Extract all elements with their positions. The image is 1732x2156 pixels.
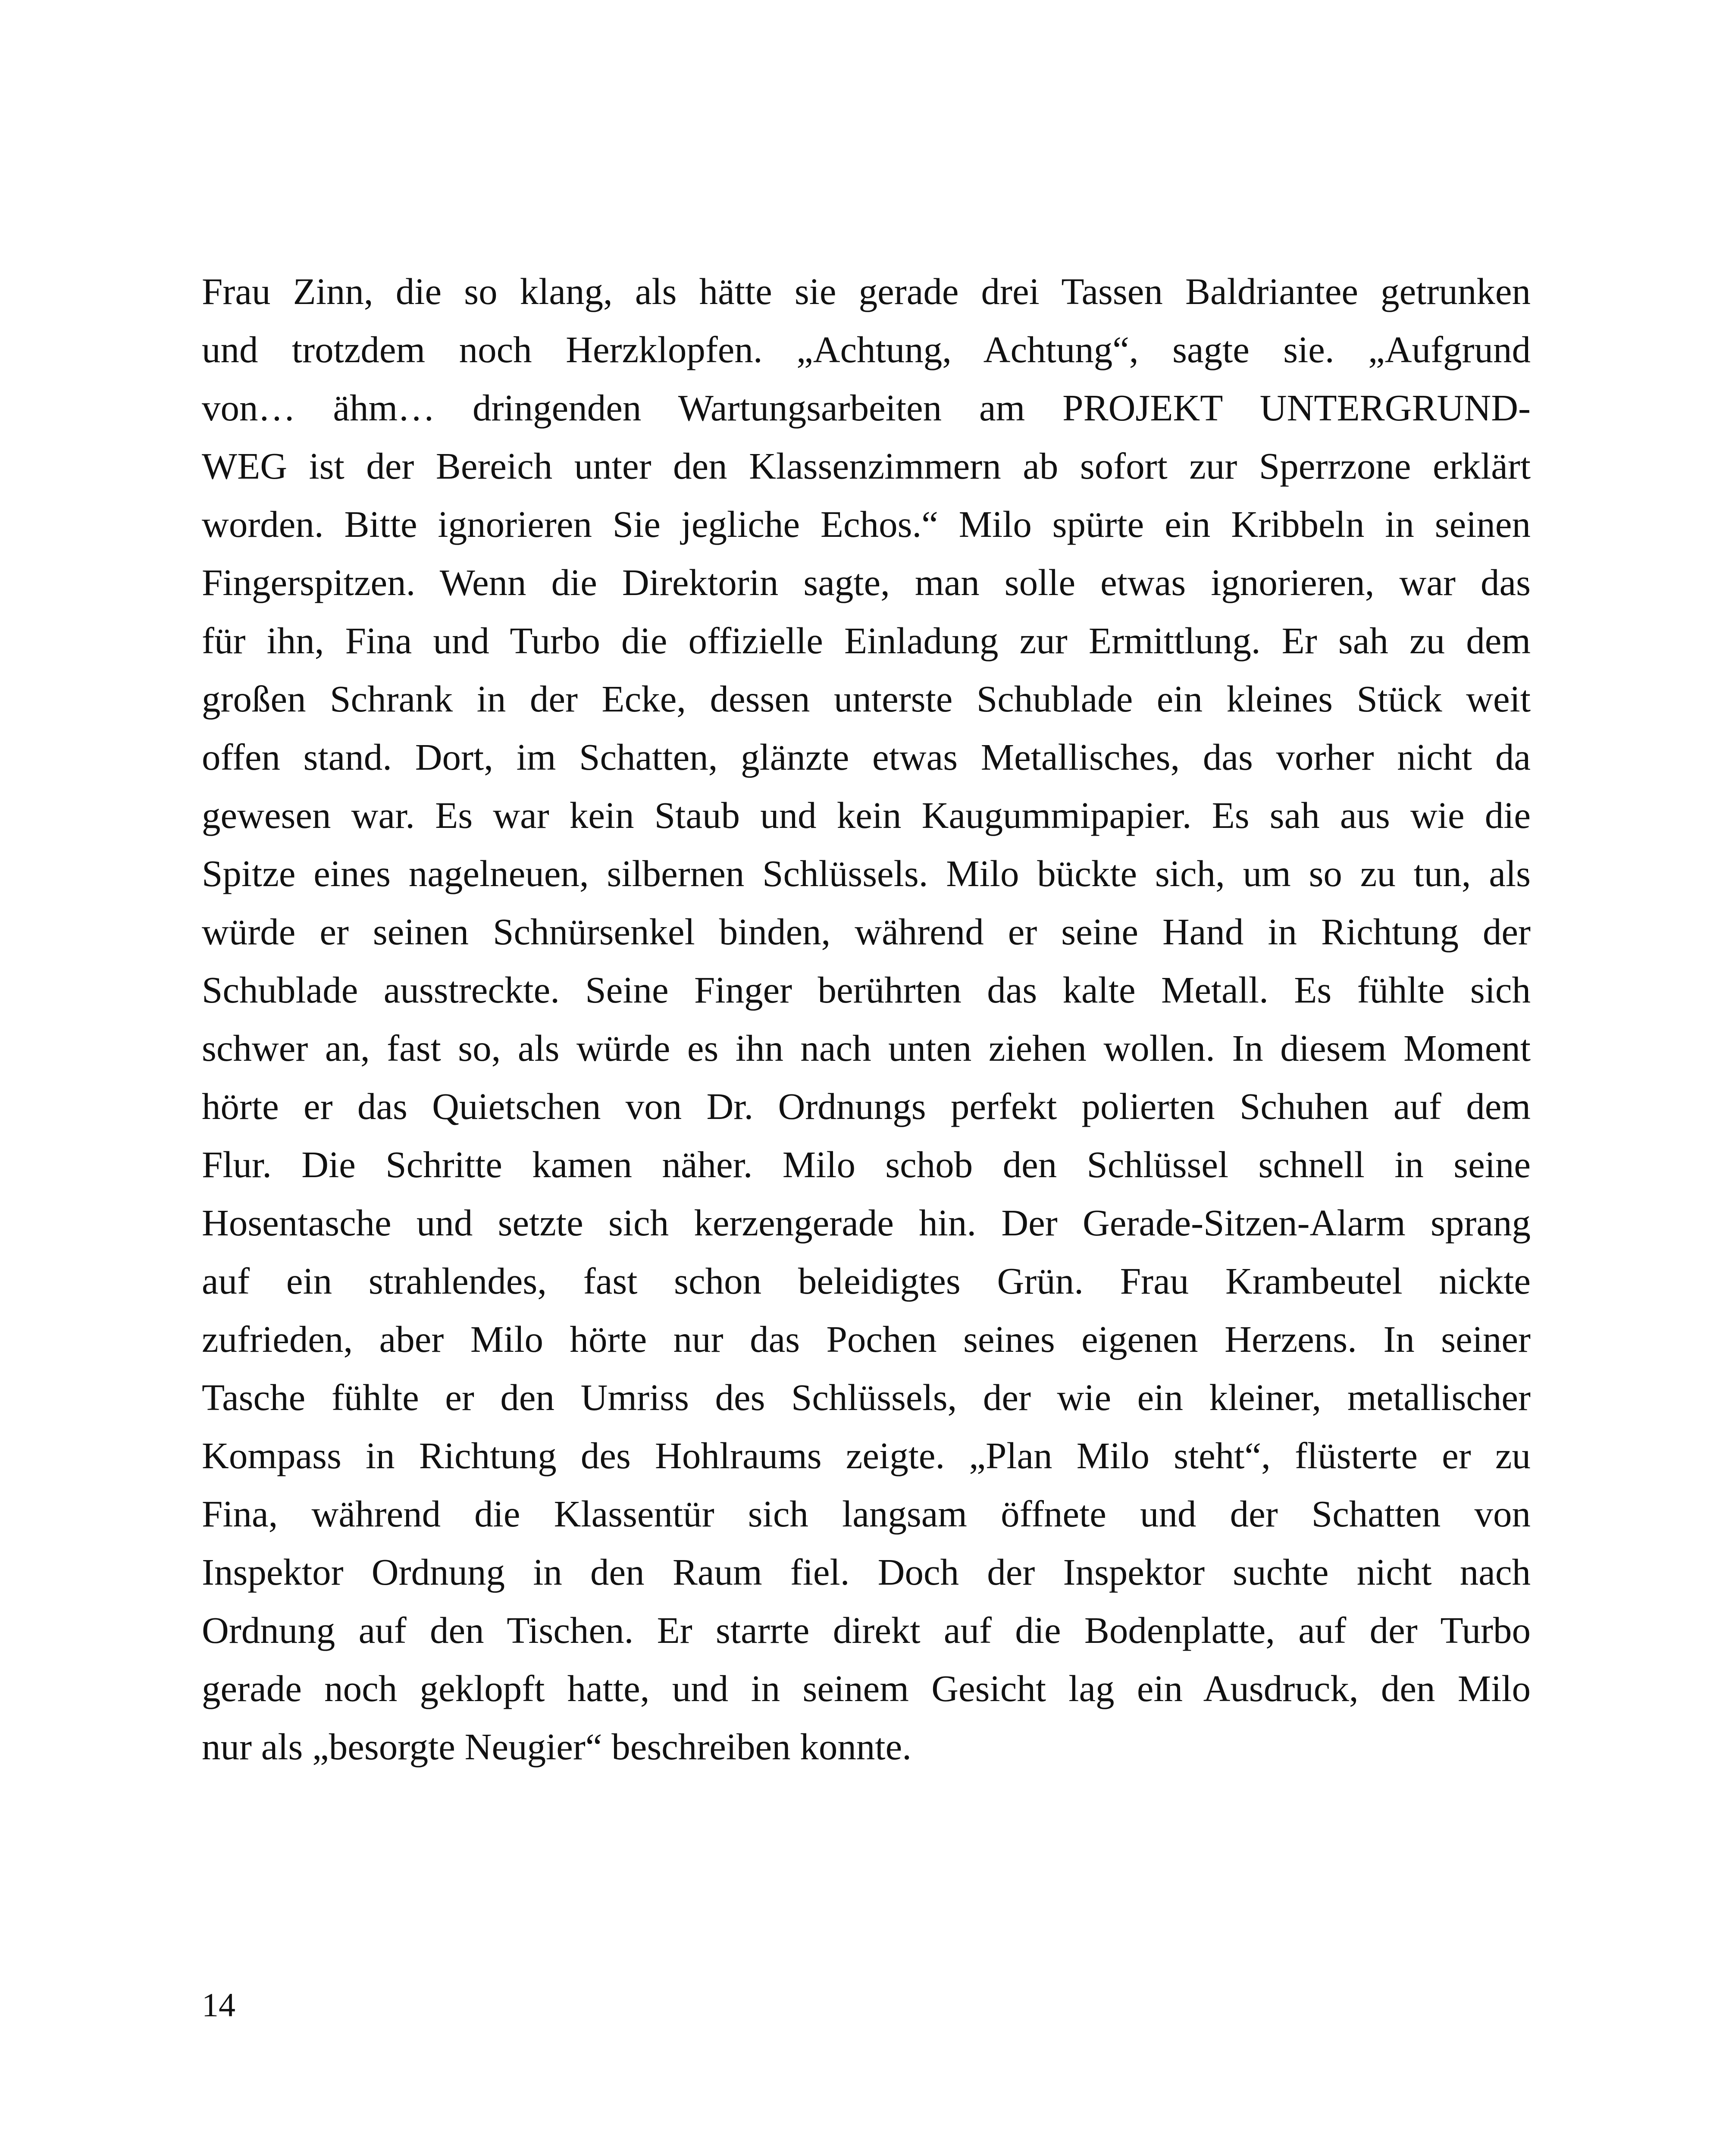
text-line: von… ähm… dringenden Wartungsarbeiten am PROJEKT UNTERGRUND- — [202, 387, 1531, 429]
text-line: Spitze eines nagelneuen, silbernen Schlüssels. Milo bückte sich, um so zu tun, als — [202, 852, 1531, 894]
text-line: Ordnung auf den Tischen. Er starrte direkt auf die Bodenplatte, auf der Turbo — [202, 1609, 1531, 1651]
text-line: schwer an, fast so, als würde es ihn nach unten ziehen wollen. In diesem Moment — [202, 1027, 1531, 1069]
text-line: zufrieden, aber Milo hörte nur das Pochen seines eigenen Herzens. In seiner — [202, 1318, 1531, 1360]
text-line: Flur. Die Schritte kamen näher. Milo schob den Schlüssel schnell in seine — [202, 1144, 1531, 1185]
text-line: Fingerspitzen. Wenn die Direktorin sagte, man solle etwas ignorieren, war das — [202, 561, 1531, 603]
text-line: Fina, während die Klassentür sich langsam öffnete und der Schatten von — [202, 1493, 1531, 1535]
body-paragraph — [202, 262, 1531, 1776]
text-line: würde er seinen Schnürsenkel binden, während er seine Hand in Richtung der — [202, 911, 1531, 953]
text-line: worden. Bitte ignorieren Sie jegliche Echos.“ Milo spürte ein Kribbeln in seinen — [202, 503, 1531, 545]
text-line: hörte er das Quietschen von Dr. Ordnungs perfekt polierten Schuhen auf dem — [202, 1085, 1531, 1127]
text-line: großen Schrank in der Ecke, dessen unterste Schublade ein kleines Stück weit — [202, 678, 1531, 720]
text-line: Frau Zinn, die so klang, als hätte sie gerade drei Tassen Baldriantee getrunken — [202, 270, 1531, 312]
text-line: Kompass in Richtung des Hohlraums zeigte. „Plan Milo steht“, flüsterte er zu — [202, 1435, 1531, 1476]
text-line: WEG ist der Bereich unter den Klassenzimmern ab sofort zur Sperrzone erklärt — [202, 445, 1531, 487]
text-line: gerade noch geklopft hatte, und in seinem Gesicht lag ein Ausdruck, den Milo — [202, 1667, 1531, 1709]
text-line: nur als „besorgte Neugier“ beschreiben konnte. — [202, 1726, 911, 1767]
text-line: Hosentasche und setzte sich kerzengerade hin. Der Gerade-Sitzen-Alarm sprang — [202, 1202, 1531, 1244]
text-line: auf ein strahlendes, fast schon beleidigtes Grün. Frau Krambeutel nickte — [202, 1260, 1531, 1302]
text-line: für ihn, Fina und Turbo die offizielle Einladung zur Ermittlung. Er sah zu dem — [202, 620, 1531, 661]
text-line: und trotzdem noch Herzklopfen. „Achtung, Achtung“, sagte sie. „Aufgrund — [202, 329, 1531, 370]
text-line: Inspektor Ordnung in den Raum fiel. Doch der Inspektor suchte nicht nach — [202, 1551, 1531, 1593]
text-line: offen stand. Dort, im Schatten, glänzte etwas Metallisches, das vorher nicht da — [202, 736, 1531, 778]
text-line: Schublade ausstreckte. Seine Finger berührten das kalte Metall. Es fühlte sich — [202, 969, 1531, 1011]
text-line: gewesen war. Es war kein Staub und kein Kaugummipapier. Es sah aus wie die — [202, 794, 1531, 836]
page-number: 14 — [202, 1986, 235, 2024]
text-line: Tasche fühlte er den Umriss des Schlüssels, der wie ein kleiner, metallischer — [202, 1376, 1531, 1418]
